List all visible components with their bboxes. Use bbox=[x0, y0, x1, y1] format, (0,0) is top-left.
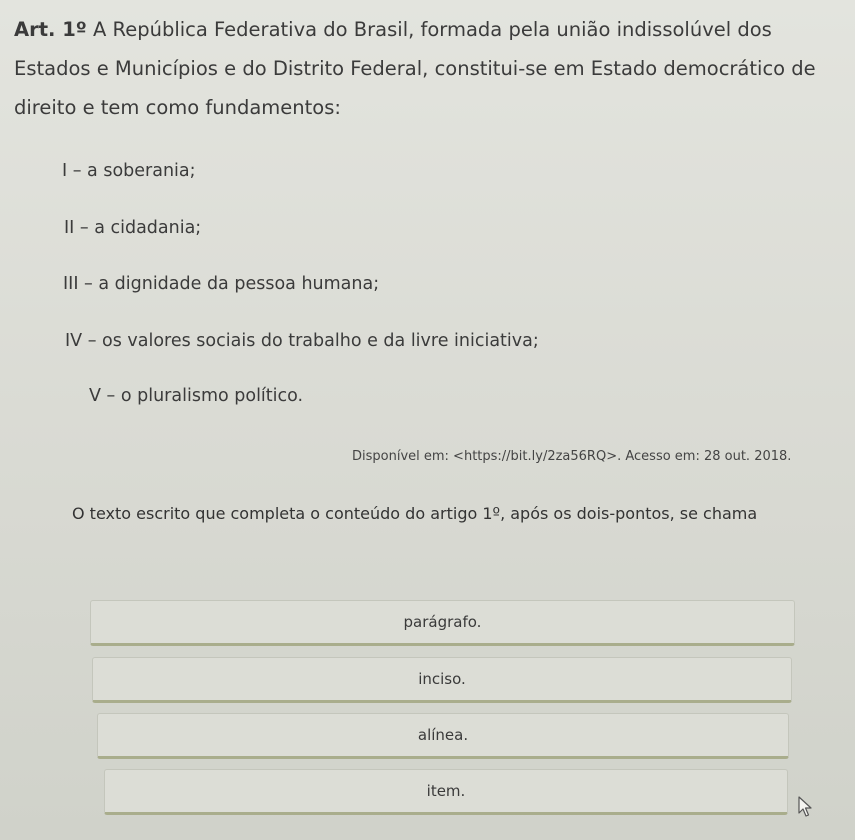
inciso-3: III – a dignidade da pessoa humana; bbox=[63, 274, 380, 294]
inciso-2: II – a cidadania; bbox=[64, 218, 202, 238]
question-text: O texto escrito que completa o conteúdo do artigo 1º, após os dois-pontos, se chama bbox=[72, 504, 758, 523]
option-d-label: item. bbox=[426, 782, 466, 800]
inciso-1: I – a soberania; bbox=[62, 161, 196, 181]
source-citation: Disponível em: <https://bit.ly/2za56RQ>. Acesso em: 28 out. 2018. bbox=[352, 449, 792, 464]
option-a[interactable] bbox=[90, 600, 795, 646]
article-text bbox=[14, 10, 834, 127]
inciso-4: IV – os valores sociais do trabalho e da livre iniciativa; bbox=[65, 331, 539, 351]
option-a-label: parágrafo. bbox=[403, 613, 482, 631]
mouse-pointer-icon bbox=[798, 796, 814, 818]
article-label: Art. 1º bbox=[14, 18, 87, 41]
option-d[interactable] bbox=[104, 769, 788, 815]
option-b[interactable] bbox=[92, 657, 792, 703]
option-b-label: inciso. bbox=[418, 670, 466, 688]
inciso-5: V – o pluralismo político. bbox=[89, 386, 304, 406]
article-body: A República Federativa do Brasil, formada pela união indissolúvel dos Estados e Municípios e do Distrito Federal, constitui-se em Estado democrático de direito e tem como fundamentos: bbox=[14, 18, 816, 119]
option-c[interactable] bbox=[97, 713, 789, 759]
option-c-label: alínea. bbox=[417, 726, 469, 744]
